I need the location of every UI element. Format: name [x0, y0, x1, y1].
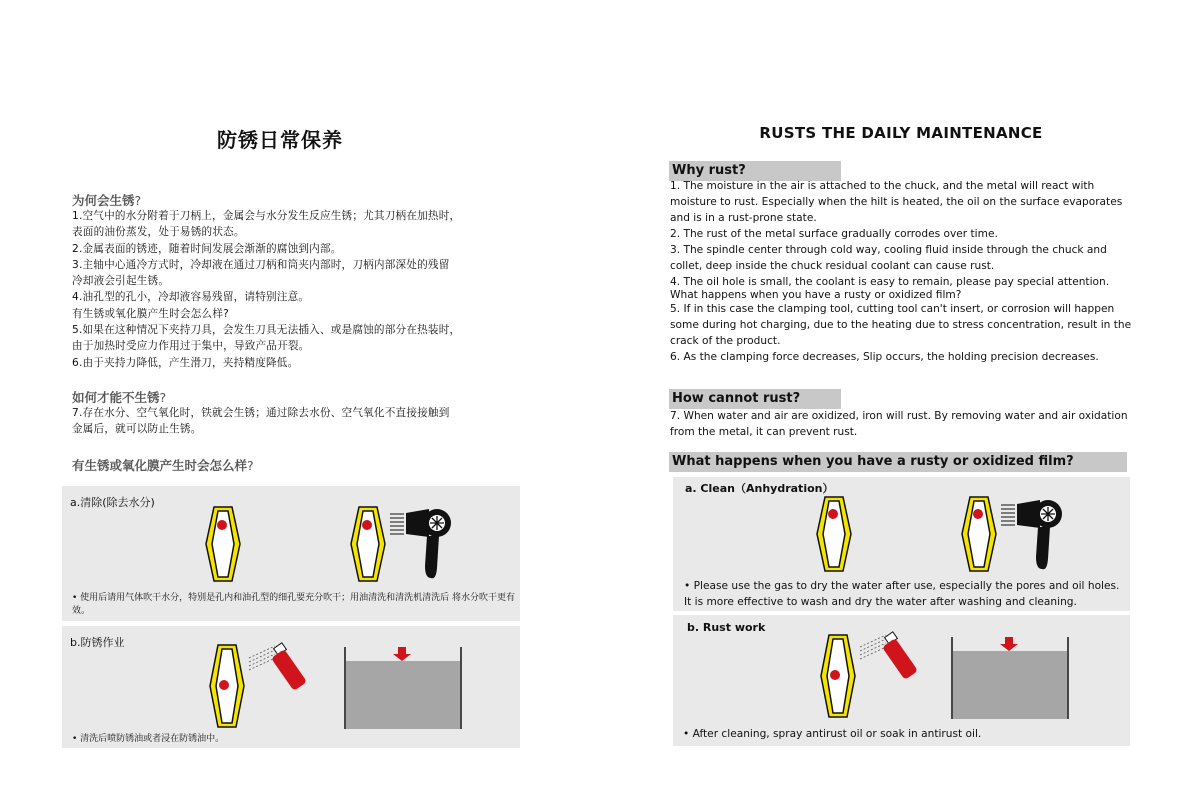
how-prevent-heading	[72, 388, 166, 406]
rust-work-panel	[673, 615, 1130, 746]
tool-holder-icon	[205, 506, 241, 582]
how-prevent-body: 7. When water and air are oxidized, iron will rust. By removing water and air oxidation from the metal, it can prevent rust.	[670, 410, 1128, 438]
down-arrow-icon	[1000, 637, 1018, 651]
how-prevent-body: 7.存在水分、空气氧化时，铁就会生锈；通过除去水份、空气氧化不直接接触到 金属后，就可以防止生锈。	[72, 407, 450, 436]
tool-holder-icon	[816, 496, 852, 572]
tool-holder-icon	[350, 506, 386, 582]
tool-holder-icon	[209, 644, 245, 728]
clean-panel	[673, 477, 1130, 611]
panel-note: • 使用后请用气体吹干水分，特别是孔内和油孔型的细孔要充分吹干；用油清洗和清洗机清洗后 将水分吹干更有效。	[72, 593, 516, 616]
down-arrow-icon	[393, 647, 411, 661]
panel-label: a. Clean（Anhydration）	[685, 482, 834, 495]
panel-note: • After cleaning, spray antirust oil or soak in antirust oil.	[683, 728, 982, 740]
spray-can-icon	[247, 642, 311, 694]
oil-tank-icon	[344, 645, 462, 731]
panel-note: • Please use the gas to dry the water after use, especially the pores and oil holes. It is more effective to wash and dry the water after washing and cleaning.	[684, 580, 1120, 608]
what-happens-heading: What happens when you have a rusty or oxidized film?	[669, 452, 1127, 472]
panel-label: b. Rust work	[687, 621, 766, 634]
tool-holder-icon	[820, 632, 856, 720]
oil-tank-icon	[951, 635, 1069, 721]
page-title: RUSTS THE DAILY MAINTENANCE	[759, 124, 1043, 142]
heading-q: ?	[134, 193, 142, 208]
what-happens-heading	[72, 456, 254, 474]
why-rust-heading: Why rust?	[669, 161, 841, 181]
english-page	[596, 0, 1191, 808]
why-rust-heading	[72, 191, 141, 209]
tool-holder-icon	[961, 496, 997, 572]
heading-text: 有生锈或氧化膜产生时会怎么样	[72, 458, 248, 473]
how-prevent-heading: How cannot rust?	[669, 389, 841, 409]
why-rust-body	[670, 179, 1132, 366]
hair-dryer-icon	[389, 508, 453, 580]
body-line: 4. The oil hole is small, the coolant is easy to remain, please pay special attention.	[670, 276, 1110, 289]
heading-q: ?	[247, 458, 254, 473]
page-title: 防锈日常保养	[217, 128, 343, 152]
body-line: 3. The spindle center through cold way, cooling fluid inside through the chuck and collet, deep inside the chuck residual coolant can cause rust.	[670, 243, 1107, 272]
panel-note: • 清洗后喷防锈油或者浸在防锈油中。	[72, 734, 225, 744]
body-line: What happens when you have a rusty or oxidized film?	[670, 289, 962, 302]
panel-label: a.清除(除去水分)	[70, 496, 155, 509]
body-line: 5. If in this case the clamping tool, cutting tool can't insert, or corrosion will happen some during hot charging, due to the heating due to stress concentration, result in the crack of the product.	[670, 303, 1132, 348]
rust-work-panel	[62, 626, 520, 748]
body-line: 1. The moisture in the air is attached to the chuck, and the metal will react with moisture to rust. Especially when the hilt is heated, the oil on the surface evaporates and is in a rust-prone state.	[670, 180, 1123, 224]
heading-q: ?	[159, 390, 167, 405]
hair-dryer-icon	[1000, 498, 1064, 572]
heading-text: 如何才能不生锈	[72, 390, 160, 405]
clean-panel	[62, 486, 520, 621]
why-rust-body: 1.空气中的水分附着于刀柄上，金属会与水分发生反应生锈；尤其刀柄在加热时， 表面的油份蒸发，处于易锈的状态。 2.金属表面的锈迹，随着时间发展会渐渐的腐蚀到内部。 3.主轴中心通冷方式时，冷却液在通过刀柄和筒夹内部时，刀柄内部深处的残留 冷却液会引起生锈。 4.油孔型的孔小，冷却液容易残留，请特别注意。 有生锈或氧化膜产生时会怎么样? 5.如果在这种情况下夹持刀具，会发生刀具无法插入、或是腐蚀的部分在热装时， 由于加热时受应力作用过于集中，导致产品开裂。 6.由于夹持力降低，产生滑刀，夹持精度降低。	[72, 210, 461, 369]
heading-text: 为何会生锈	[72, 193, 135, 208]
body-line: 2. The rust of the metal surface gradually corrodes over time.	[670, 227, 998, 240]
panel-label: b.防锈作业	[70, 636, 125, 649]
body-line: 6. As the clamping force decreases, Slip occurs, the holding precision decreases.	[670, 351, 1099, 364]
spray-can-icon	[858, 630, 922, 684]
